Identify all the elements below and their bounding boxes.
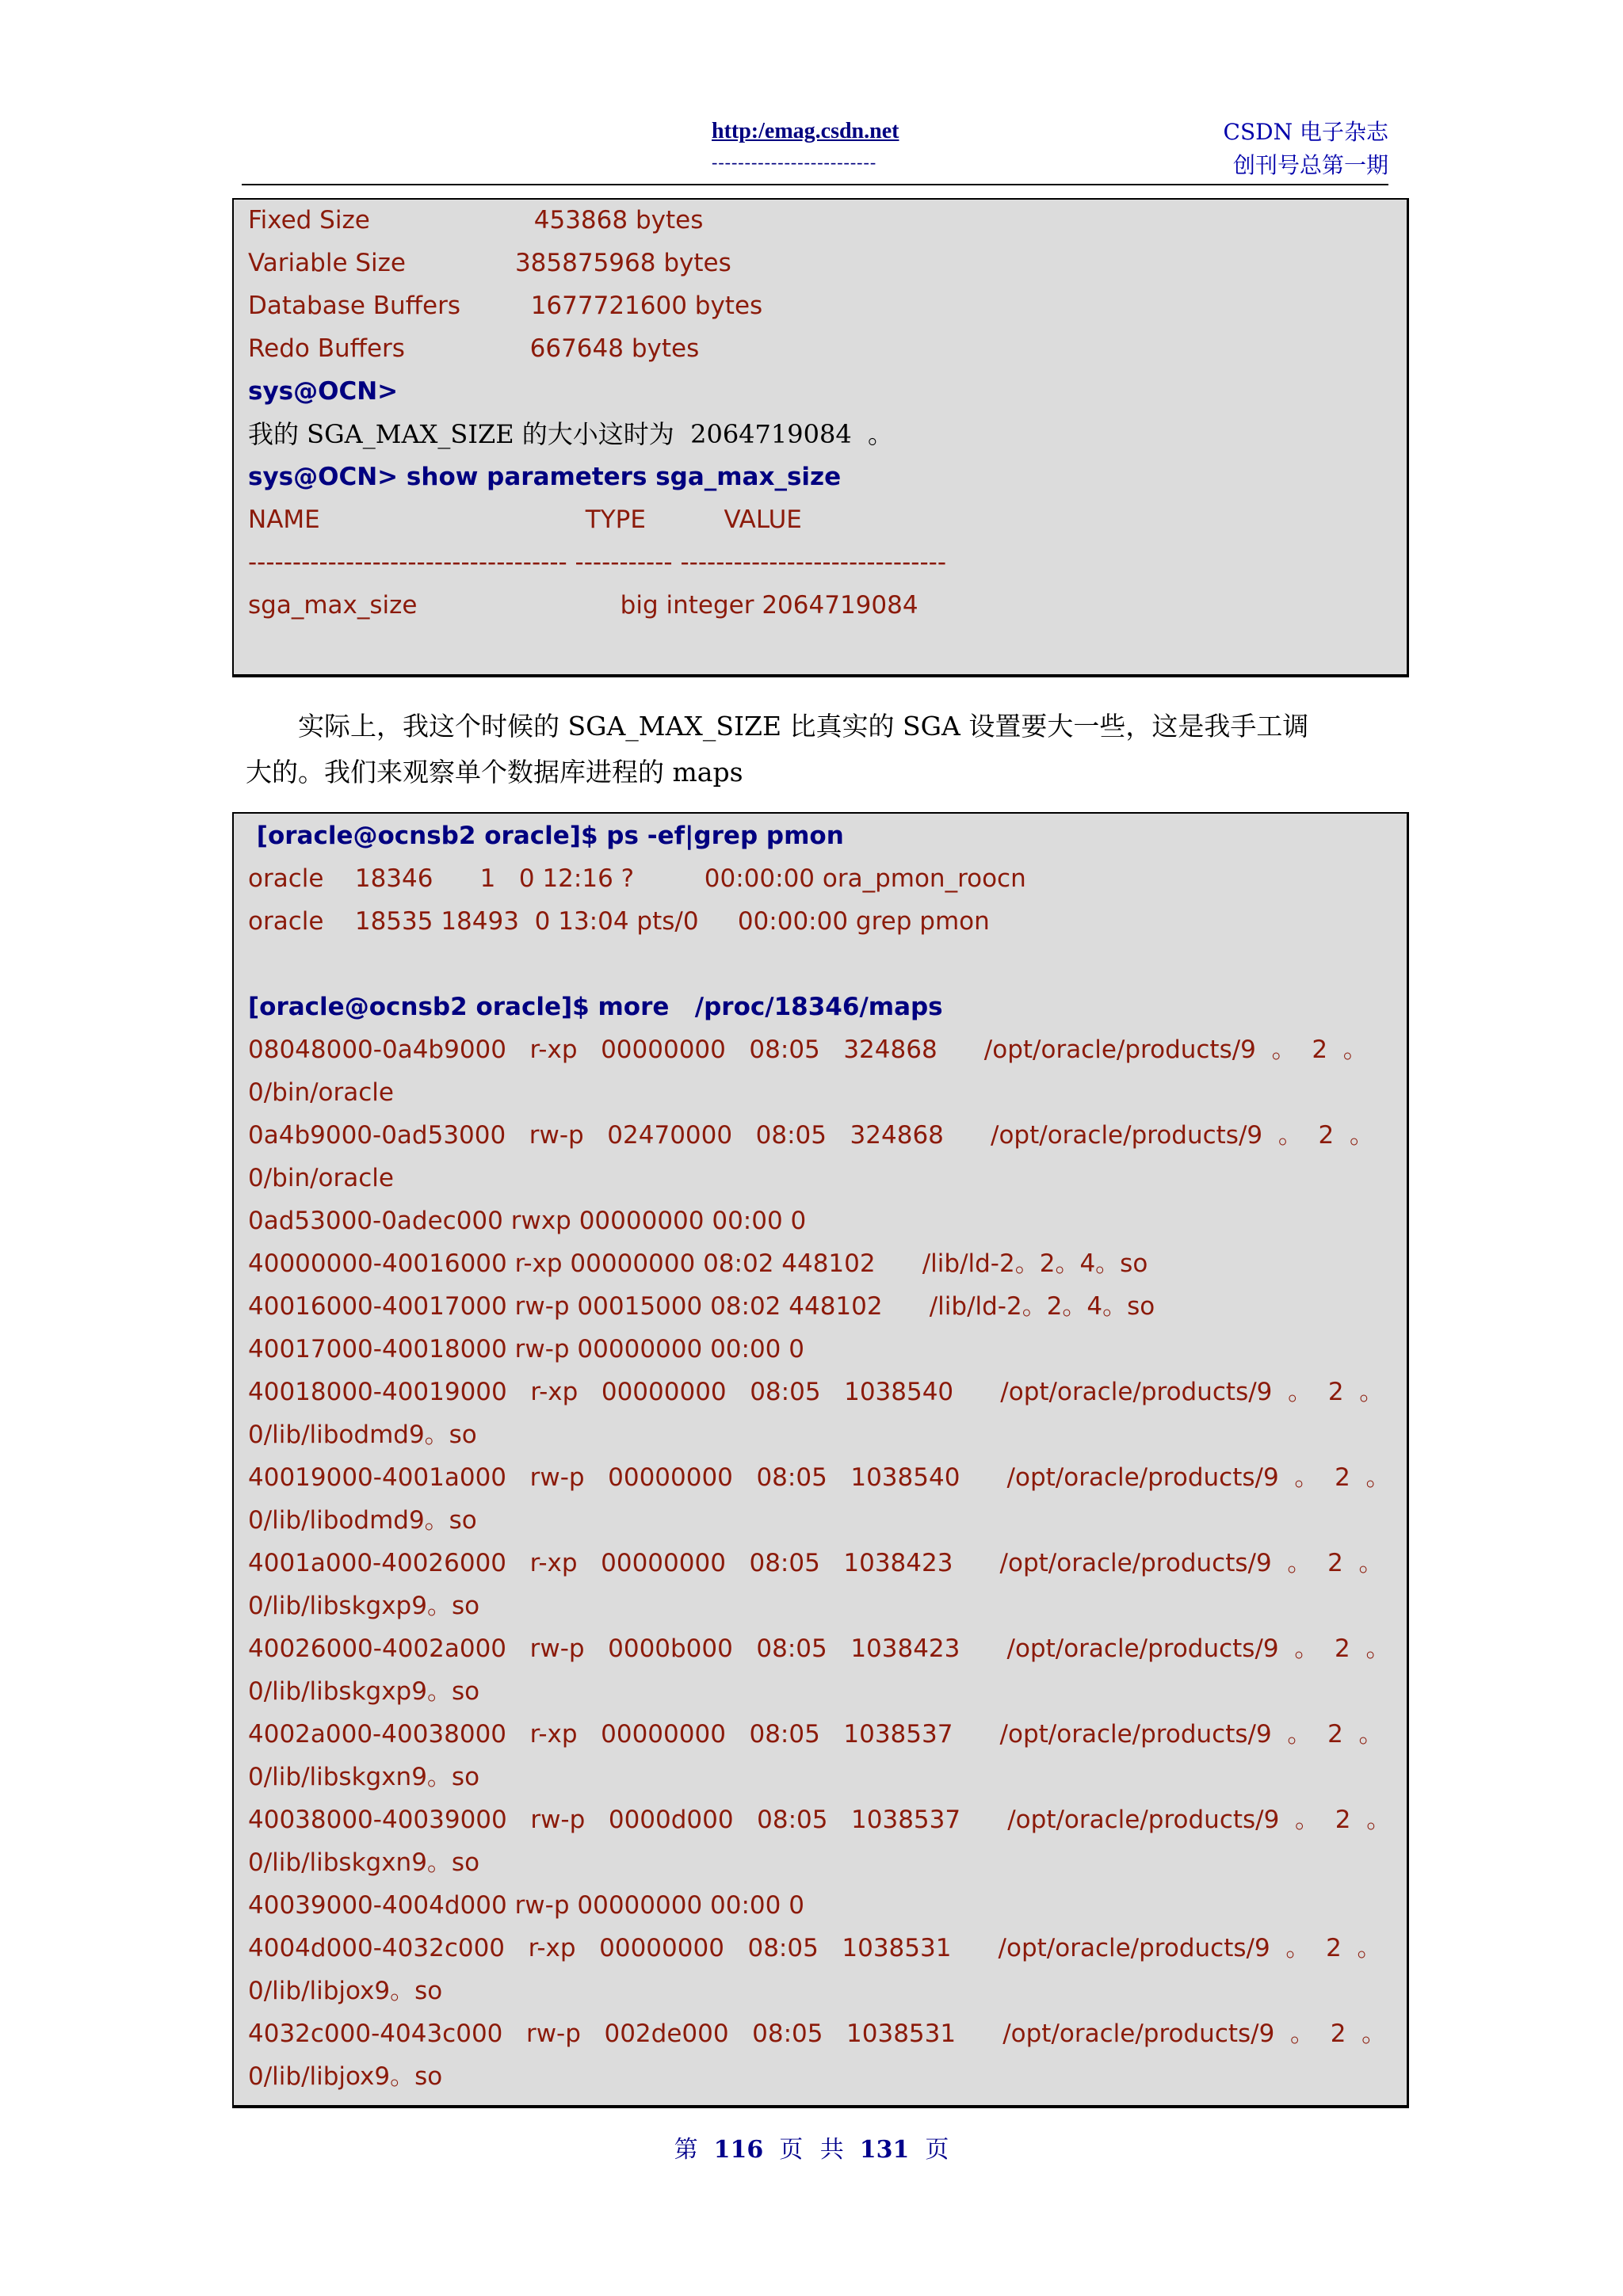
command-line: [oracle@ocnsb2 oracle]$ more /proc/18346/maps [248,993,943,1021]
code-line: sga_max_size big integer 2064719084 [248,591,918,620]
code-line: 0/lib/libskgxn9。so [248,1848,480,1877]
code-line: 40000000-40016000 r-xp 00000000 08:02 448102 /lib/ld-2。2。4。so [248,1249,1148,1278]
footer-word: 共 [819,2136,844,2164]
code-line: 0/lib/libjox9。so [248,1977,443,2005]
total-page-number: 131 [859,2136,910,2164]
note-line: 我的 SGA_MAX_SIZE 的大小这时为 2064719084 。 [248,419,894,449]
code-line: oracle 18346 1 0 12:16 ? 00:00:00 ora_pmon_roocn [248,864,1026,893]
header-link[interactable]: http:/emag.csdn.net [712,119,899,143]
footer-word: 第 [674,2136,698,2164]
code-line: Database Buffers 1677721600 bytes [248,292,763,320]
paragraph-line: 实际上，我这个时候的 SGA_MAX_SIZE 比真实的 SGA 设置要大一些，这是我手工调 [298,711,1309,742]
code-line: 40019000-4001a000 rw-p 00000000 08:05 1038540 /opt/oracle/products/9 。 2 。 [248,1463,1391,1492]
code-line: 0/lib/libskgxp9。so [248,1592,480,1620]
header-divider [242,184,1388,185]
code-line: 4002a000-40038000 r-xp 00000000 08:05 1038537 /opt/oracle/products/9 。 2 。 [248,1720,1384,1749]
code-box-maps [232,812,1409,2108]
command-line: sys@OCN> show parameters sga_max_size [248,463,842,491]
code-box-sga [232,198,1409,677]
code-line: 0/bin/oracle [248,1078,394,1107]
code-line: Fixed Size 453868 bytes [248,206,704,235]
command-line: [oracle@ocnsb2 oracle]$ ps -ef|grep pmon [248,822,844,850]
code-line: 40038000-40039000 rw-p 0000d000 08:05 1038537 /opt/oracle/products/9 。 2 。 [248,1806,1392,1834]
code-line: 0/lib/libskgxn9。so [248,1763,480,1791]
footer-word: 页 [925,2136,949,2164]
magazine-name: CSDN 电子杂志 [1223,119,1388,145]
code-line: 4032c000-4043c000 rw-p 002de000 08:05 1038531 /opt/oracle/products/9 。 2 。 [248,2019,1387,2048]
magazine-info [1224,116,1388,182]
code-line: 0/bin/oracle [248,1164,394,1192]
code-line: 40026000-4002a000 rw-p 0000b000 08:05 1038423 /opt/oracle/products/9 。 2 。 [248,1634,1391,1663]
code-line: Redo Buffers 667648 bytes [248,334,700,363]
code-line: 40018000-40019000 r-xp 00000000 08:05 1038540 /opt/oracle/products/9 。 2 。 [248,1378,1384,1406]
code-line: 0/lib/libskgxp9。so [248,1677,480,1706]
command-line: sys@OCN> [248,377,399,406]
code-line: 4004d000-4032c000 r-xp 00000000 08:05 1038531 /opt/oracle/products/9 。 2 。 [248,1934,1382,1962]
code-line: 0a4b9000-0ad53000 rw-p 02470000 08:05 324868 /opt/oracle/products/9 。 2 。 [248,1121,1374,1150]
code-line: 0/lib/libodmd9。so [248,1421,477,1449]
code-line: 0/lib/libjox9。so [248,2062,443,2091]
code-line: 40017000-40018000 rw-p 00000000 00:00 0 [248,1335,804,1363]
code-line: NAME TYPE VALUE [248,505,802,534]
footer-word: 页 [779,2136,804,2164]
body-paragraph [246,704,1387,795]
page-number-footer [0,2130,1623,2164]
code-line: ------------------------------------ ----------- ------------------------------ [248,548,947,577]
code-line: 08048000-0a4b9000 r-xp 00000000 08:05 324868 /opt/oracle/products/9 。 2 。 [248,1035,1368,1064]
code-line: oracle 18535 18493 0 13:04 pts/0 00:00:00 grep pmon [248,907,990,936]
code-line: 40039000-4004d000 rw-p 00000000 00:00 0 [248,1891,804,1920]
code-line: 0/lib/libodmd9。so [248,1506,477,1535]
header-link-underline: ------------------------- [712,152,877,172]
magazine-issue: 创刊号总第一期 [1232,152,1388,178]
current-page-number: 116 [713,2136,764,2164]
code-line: Variable Size 385875968 bytes [248,249,731,277]
code-line: 4001a000-40026000 r-xp 00000000 08:05 1038423 /opt/oracle/products/9 。 2 。 [248,1549,1384,1577]
paragraph-line: 大的。我们来观察单个数据库进程的 maps [246,757,743,788]
code-line: 40016000-40017000 rw-p 00015000 08:02 448102 /lib/ld-2。2。4。so [248,1292,1155,1321]
code-line: 0ad53000-0adec000 rwxp 00000000 00:00 0 [248,1207,807,1235]
